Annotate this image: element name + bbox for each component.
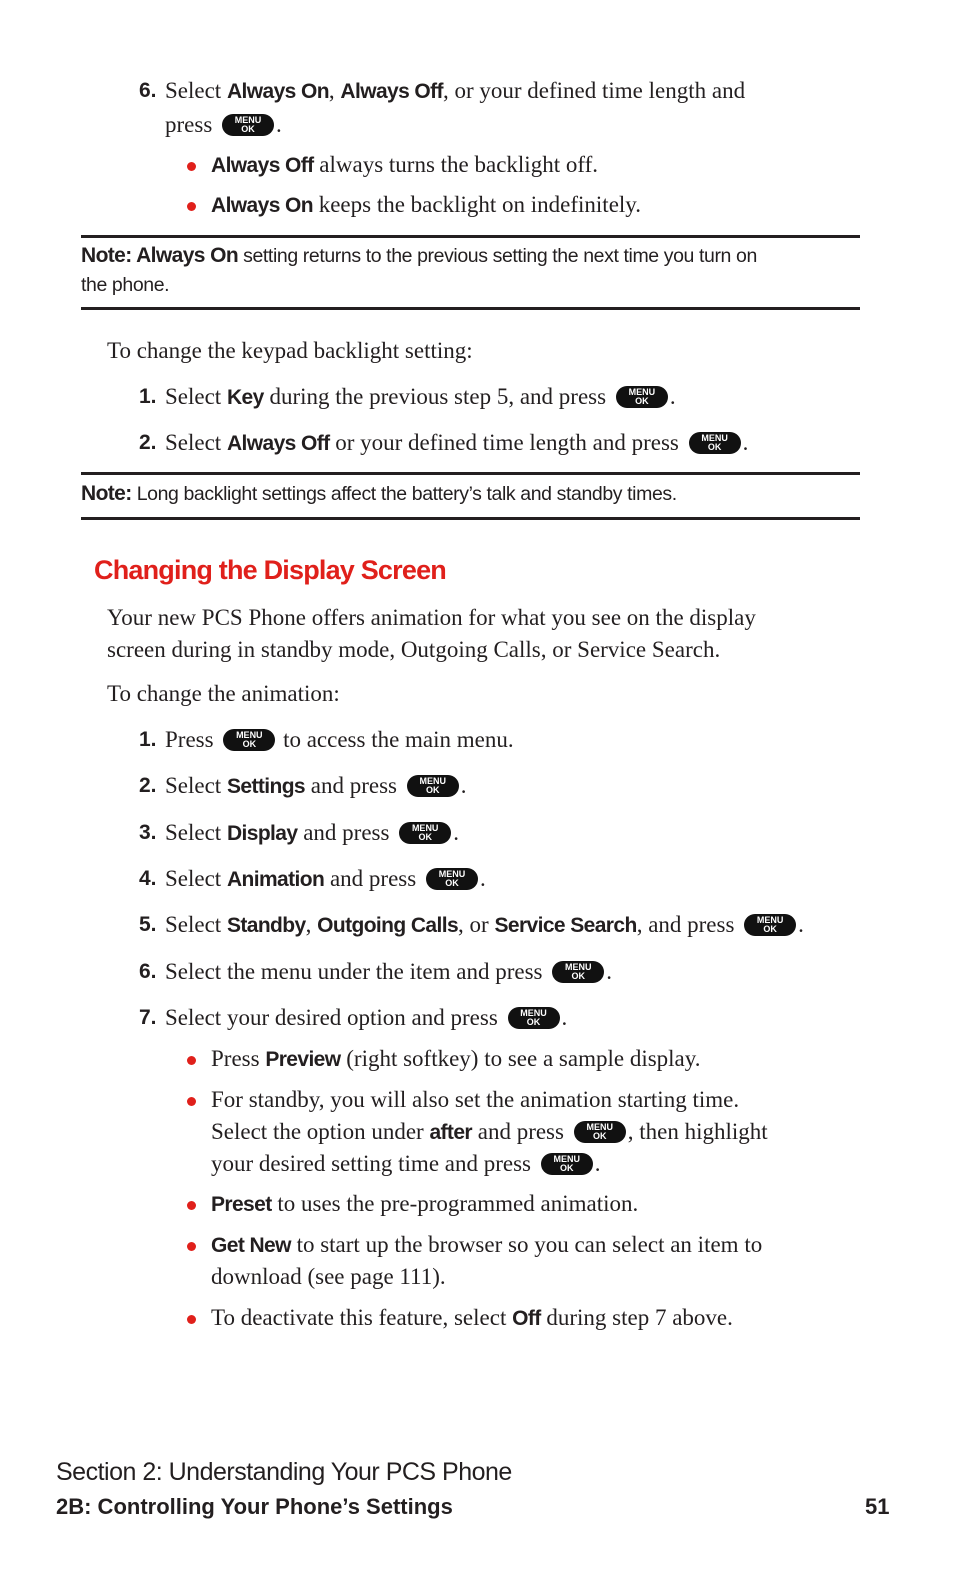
step-number: 7. (139, 1006, 157, 1029)
step-text: Select your desired option and press MENU OK . (165, 1005, 568, 1030)
menu-ok-key-icon: MENU OK (223, 729, 275, 751)
bullet-icon (187, 1056, 196, 1065)
bullet-text-cont: download (see page 111). (211, 1264, 446, 1289)
step-number: 6. (139, 79, 157, 102)
bullet-text: Get New to start up the browser so you can select an item to (211, 1232, 763, 1257)
step-text: Select the menu under the item and press MENU OK . (165, 959, 612, 984)
bullet-text: Always Off always turns the backlight off. (211, 152, 598, 177)
menu-ok-key-icon: MENU OK (541, 1153, 593, 1175)
bullet-text: Press Preview (right softkey) to see a sample display. (211, 1046, 701, 1071)
step-text: Select Animation and press MENU OK . (165, 866, 486, 891)
step-text: Select Settings and press MENU OK . (165, 773, 467, 798)
menu-ok-key-icon: MENU OK (222, 114, 274, 136)
menu-ok-key-icon: MENU OK (399, 822, 451, 844)
footer-chapter-title: 2B: Controlling Your Phone’s Settings (56, 1494, 453, 1519)
step-text: Press MENU OK to access the main menu. (165, 727, 514, 752)
note-rule-bottom (81, 307, 860, 310)
bullet-text-cont: your desired setting time and press MENU OK . (211, 1151, 601, 1176)
section-heading: Changing the Display Screen (94, 555, 446, 585)
bullet-icon (187, 1242, 196, 1251)
bullet-text: For standby, you will also set the animation starting time. (211, 1087, 740, 1112)
note-rule-top (81, 235, 860, 238)
step-number: 5. (139, 913, 157, 936)
section-intro: Your new PCS Phone offers animation for what you see on the display screen during in standby mode, Outgoing Calls, or Service Search. (107, 605, 756, 662)
step-text: Select Standby, Outgoing Calls, or Service Search, and press MENU OK . (165, 912, 804, 937)
animation-intro: To change the animation: (107, 681, 340, 706)
menu-ok-key-icon: MENU OK (426, 868, 478, 890)
step-number: 2. (139, 431, 157, 454)
step-text: Select Always Off or your defined time length and press MENU OK . (165, 430, 749, 455)
step-number: 1. (139, 728, 157, 751)
menu-ok-key-icon: MENU OK (508, 1007, 560, 1029)
footer-section-title: Section 2: Understanding Your PCS Phone (56, 1458, 512, 1486)
note-battery: Note: Long backlight settings affect the battery’s talk and standby times. (81, 482, 677, 505)
menu-ok-key-icon: MENU OK (744, 914, 796, 936)
bullet-icon (187, 202, 196, 211)
menu-ok-key-icon: MENU OK (552, 961, 604, 983)
note-rule-bottom (81, 517, 860, 520)
bullet-icon (187, 162, 196, 171)
step-number: 4. (139, 867, 157, 890)
bullet-text: Always On keeps the backlight on indefinitely. (211, 192, 642, 217)
bullet-icon (187, 1097, 196, 1106)
step-number: 6. (139, 960, 157, 983)
step-text: Select Always On, Always Off, or your defined time length and (165, 78, 746, 103)
note-backlight: Note: Always On setting returns to the previous setting the next time you turn on the phone. (81, 244, 757, 296)
bullet-icon (187, 1315, 196, 1324)
bullet-text: Preset to uses the pre-programmed animation. (211, 1191, 639, 1216)
bullet-text: To deactivate this feature, select Off during step 7 above. (211, 1305, 733, 1330)
step-text: Select Display and press MENU OK . (165, 820, 459, 845)
page-number: 51 (865, 1494, 890, 1519)
menu-ok-key-icon: MENU OK (616, 386, 668, 408)
menu-ok-key-icon: MENU OK (574, 1121, 626, 1143)
keypad-intro: To change the keypad backlight setting: (107, 338, 473, 363)
note-rule-top (81, 472, 860, 475)
step-number: 1. (139, 385, 157, 408)
step-text-cont: press MENU OK . (165, 112, 282, 137)
step-text: Select Key during the previous step 5, and press MENU OK . (165, 384, 676, 409)
step-number: 2. (139, 774, 157, 797)
bullet-icon (187, 1201, 196, 1210)
menu-ok-key-icon: MENU OK (689, 432, 741, 454)
bullet-text-cont: Select the option under after and press MENU OK , then highlight (211, 1119, 768, 1144)
step-number: 3. (139, 821, 157, 844)
menu-ok-key-icon: MENU OK (407, 775, 459, 797)
